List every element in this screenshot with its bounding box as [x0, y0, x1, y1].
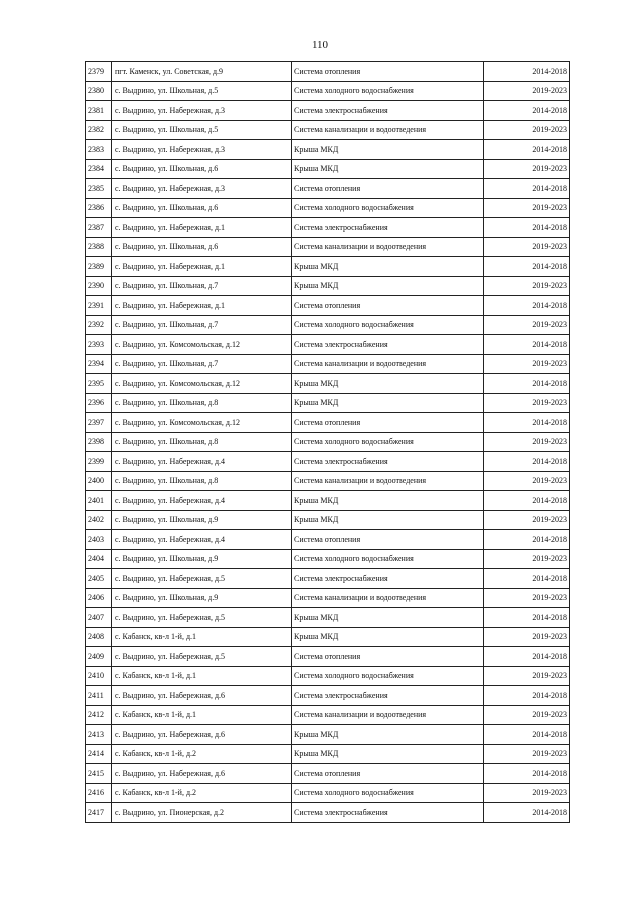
- period-cell: 2014-2018: [484, 686, 570, 706]
- system-cell: Система отопления: [292, 62, 484, 82]
- address-cell: с. Кабанск, кв-л 1-й, д.1: [112, 666, 292, 686]
- row-number-cell: 2400: [86, 471, 112, 491]
- row-number-cell: 2384: [86, 159, 112, 179]
- table-row: [86, 432, 570, 452]
- system-cell: Крыша МКД: [292, 393, 484, 413]
- table-row: [86, 530, 570, 550]
- table-row: [86, 218, 570, 238]
- address-cell: с. Выдрино, ул. Школьная, д.8: [112, 471, 292, 491]
- address-cell: с. Выдрино, ул. Набережная, д.1: [112, 296, 292, 316]
- system-cell: Крыша МКД: [292, 257, 484, 277]
- table-row: [86, 705, 570, 725]
- row-number-cell: 2409: [86, 647, 112, 667]
- table-row: [86, 510, 570, 530]
- system-cell: Система электроснабжения: [292, 569, 484, 589]
- period-cell: 2019-2023: [484, 393, 570, 413]
- row-number-cell: 2410: [86, 666, 112, 686]
- table-row: [86, 647, 570, 667]
- table-row: [86, 335, 570, 355]
- period-cell: 2019-2023: [484, 588, 570, 608]
- period-cell: 2014-2018: [484, 764, 570, 784]
- table-row: [86, 276, 570, 296]
- period-cell: 2014-2018: [484, 530, 570, 550]
- address-cell: с. Выдрино, ул. Набережная, д.3: [112, 101, 292, 121]
- table-row: [86, 140, 570, 160]
- address-cell: с. Выдрино, ул. Набережная, д.4: [112, 452, 292, 472]
- table-row: [86, 374, 570, 394]
- row-number-cell: 2390: [86, 276, 112, 296]
- row-number-cell: 2381: [86, 101, 112, 121]
- period-cell: 2019-2023: [484, 237, 570, 257]
- row-number-cell: 2391: [86, 296, 112, 316]
- row-number-cell: 2416: [86, 783, 112, 803]
- row-number-cell: 2385: [86, 179, 112, 199]
- address-cell: с. Кабанск, кв-л 1-й, д.1: [112, 627, 292, 647]
- period-cell: 2014-2018: [484, 413, 570, 433]
- system-cell: Крыша МКД: [292, 627, 484, 647]
- address-cell: с. Выдрино, ул. Школьная, д.9: [112, 588, 292, 608]
- address-cell: с. Выдрино, ул. Комсомольская, д.12: [112, 374, 292, 394]
- period-cell: 2019-2023: [484, 705, 570, 725]
- period-cell: 2014-2018: [484, 608, 570, 628]
- table-row: [86, 452, 570, 472]
- table-row: [86, 296, 570, 316]
- address-cell: с. Кабанск, кв-л 1-й, д.1: [112, 705, 292, 725]
- table-row: [86, 686, 570, 706]
- system-cell: Система электроснабжения: [292, 803, 484, 823]
- address-cell: с. Выдрино, ул. Набережная, д.5: [112, 569, 292, 589]
- row-number-cell: 2407: [86, 608, 112, 628]
- row-number-cell: 2408: [86, 627, 112, 647]
- row-number-cell: 2402: [86, 510, 112, 530]
- row-number-cell: 2380: [86, 81, 112, 101]
- period-cell: 2019-2023: [484, 354, 570, 374]
- table-row: [86, 803, 570, 823]
- row-number-cell: 2394: [86, 354, 112, 374]
- address-cell: с. Выдрино, ул. Комсомольская, д.12: [112, 335, 292, 355]
- system-cell: Система отопления: [292, 179, 484, 199]
- row-number-cell: 2396: [86, 393, 112, 413]
- address-cell: с. Выдрино, ул. Набережная, д.3: [112, 140, 292, 160]
- system-cell: Система канализации и водоотведения: [292, 120, 484, 140]
- address-cell: с. Выдрино, ул. Набережная, д.1: [112, 257, 292, 277]
- period-cell: 2014-2018: [484, 374, 570, 394]
- period-cell: 2014-2018: [484, 569, 570, 589]
- system-cell: Система холодного водоснабжения: [292, 198, 484, 218]
- period-cell: 2019-2023: [484, 159, 570, 179]
- period-cell: 2019-2023: [484, 315, 570, 335]
- table-row: [86, 120, 570, 140]
- register-table-container: [85, 61, 569, 823]
- system-cell: Система канализации и водоотведения: [292, 705, 484, 725]
- address-cell: с. Выдрино, ул. Комсомольская, д.12: [112, 413, 292, 433]
- address-cell: с. Выдрино, ул. Школьная, д.7: [112, 276, 292, 296]
- period-cell: 2014-2018: [484, 257, 570, 277]
- system-cell: Крыша МКД: [292, 491, 484, 511]
- system-cell: Крыша МКД: [292, 374, 484, 394]
- table-row: [86, 666, 570, 686]
- table-row: [86, 257, 570, 277]
- row-number-cell: 2395: [86, 374, 112, 394]
- address-cell: с. Выдрино, ул. Набережная, д.4: [112, 491, 292, 511]
- system-cell: Крыша МКД: [292, 608, 484, 628]
- address-cell: с. Выдрино, ул. Набережная, д.5: [112, 608, 292, 628]
- address-cell: с. Выдрино, ул. Школьная, д.8: [112, 432, 292, 452]
- row-number-cell: 2399: [86, 452, 112, 472]
- system-cell: Крыша МКД: [292, 725, 484, 745]
- system-cell: Система холодного водоснабжения: [292, 432, 484, 452]
- row-number-cell: 2403: [86, 530, 112, 550]
- period-cell: 2019-2023: [484, 744, 570, 764]
- table-row: [86, 744, 570, 764]
- period-cell: 2019-2023: [484, 276, 570, 296]
- table-row: [86, 491, 570, 511]
- table-row: [86, 159, 570, 179]
- table-row: [86, 237, 570, 257]
- system-cell: Система канализации и водоотведения: [292, 588, 484, 608]
- table-row: [86, 393, 570, 413]
- address-cell: пгт. Каменск, ул. Советская, д.9: [112, 62, 292, 82]
- address-cell: с. Выдрино, ул. Школьная, д.5: [112, 120, 292, 140]
- row-number-cell: 2383: [86, 140, 112, 160]
- page-number: 110: [311, 39, 329, 51]
- table-row: [86, 549, 570, 569]
- system-cell: Система холодного водоснабжения: [292, 315, 484, 335]
- period-cell: 2014-2018: [484, 452, 570, 472]
- system-cell: Система канализации и водоотведения: [292, 471, 484, 491]
- address-cell: с. Выдрино, ул. Школьная, д.7: [112, 354, 292, 374]
- address-cell: с. Выдрино, ул. Школьная, д.8: [112, 393, 292, 413]
- row-number-cell: 2379: [86, 62, 112, 82]
- address-cell: с. Выдрино, ул. Школьная, д.5: [112, 81, 292, 101]
- table-row: [86, 471, 570, 491]
- period-cell: 2019-2023: [484, 783, 570, 803]
- period-cell: 2019-2023: [484, 471, 570, 491]
- period-cell: 2014-2018: [484, 803, 570, 823]
- row-number-cell: 2412: [86, 705, 112, 725]
- period-cell: 2019-2023: [484, 198, 570, 218]
- table-row: [86, 588, 570, 608]
- address-cell: с. Выдрино, ул. Школьная, д.9: [112, 510, 292, 530]
- table-row: [86, 62, 570, 82]
- row-number-cell: 2417: [86, 803, 112, 823]
- system-cell: Система холодного водоснабжения: [292, 81, 484, 101]
- address-cell: с. Выдрино, ул. Набережная, д.3: [112, 179, 292, 199]
- row-number-cell: 2397: [86, 413, 112, 433]
- address-cell: с. Выдрино, ул. Набережная, д.4: [112, 530, 292, 550]
- table-row: [86, 608, 570, 628]
- address-cell: с. Выдрино, ул. Набережная, д.1: [112, 218, 292, 238]
- system-cell: Система отопления: [292, 647, 484, 667]
- row-number-cell: 2392: [86, 315, 112, 335]
- system-cell: Крыша МКД: [292, 744, 484, 764]
- period-cell: 2014-2018: [484, 179, 570, 199]
- row-number-cell: 2405: [86, 569, 112, 589]
- table-row: [86, 315, 570, 335]
- system-cell: Система холодного водоснабжения: [292, 549, 484, 569]
- row-number-cell: 2404: [86, 549, 112, 569]
- table-row: [86, 413, 570, 433]
- table-row: [86, 627, 570, 647]
- period-cell: 2014-2018: [484, 296, 570, 316]
- system-cell: Система холодного водоснабжения: [292, 666, 484, 686]
- system-cell: Система электроснабжения: [292, 218, 484, 238]
- period-cell: 2014-2018: [484, 62, 570, 82]
- system-cell: Система отопления: [292, 413, 484, 433]
- system-cell: Крыша МКД: [292, 276, 484, 296]
- address-cell: с. Выдрино, ул. Школьная, д.6: [112, 159, 292, 179]
- system-cell: Крыша МКД: [292, 159, 484, 179]
- address-cell: с. Выдрино, ул. Набережная, д.6: [112, 725, 292, 745]
- system-cell: Система отопления: [292, 764, 484, 784]
- address-cell: с. Выдрино, ул. Школьная, д.6: [112, 237, 292, 257]
- system-cell: Система электроснабжения: [292, 686, 484, 706]
- table-row: [86, 354, 570, 374]
- period-cell: 2019-2023: [484, 510, 570, 530]
- period-cell: 2014-2018: [484, 140, 570, 160]
- period-cell: 2014-2018: [484, 491, 570, 511]
- row-number-cell: 2411: [86, 686, 112, 706]
- address-cell: с. Выдрино, ул. Набережная, д.6: [112, 764, 292, 784]
- table-row: [86, 81, 570, 101]
- row-number-cell: 2413: [86, 725, 112, 745]
- period-cell: 2014-2018: [484, 218, 570, 238]
- table-row: [86, 783, 570, 803]
- address-cell: с. Выдрино, ул. Школьная, д.9: [112, 549, 292, 569]
- period-cell: 2014-2018: [484, 647, 570, 667]
- row-number-cell: 2393: [86, 335, 112, 355]
- address-cell: с. Выдрино, ул. Набережная, д.5: [112, 647, 292, 667]
- system-cell: Крыша МКД: [292, 510, 484, 530]
- system-cell: Система электроснабжения: [292, 335, 484, 355]
- register-table: [85, 61, 570, 823]
- table-row: [86, 725, 570, 745]
- table-row: [86, 764, 570, 784]
- system-cell: Система электроснабжения: [292, 101, 484, 121]
- system-cell: Система канализации и водоотведения: [292, 237, 484, 257]
- row-number-cell: 2398: [86, 432, 112, 452]
- address-cell: с. Выдрино, ул. Набережная, д.6: [112, 686, 292, 706]
- period-cell: 2019-2023: [484, 549, 570, 569]
- row-number-cell: 2414: [86, 744, 112, 764]
- period-cell: 2019-2023: [484, 432, 570, 452]
- row-number-cell: 2388: [86, 237, 112, 257]
- address-cell: с. Выдрино, ул. Школьная, д.7: [112, 315, 292, 335]
- address-cell: с. Кабанск, кв-л 1-й, д.2: [112, 744, 292, 764]
- period-cell: 2014-2018: [484, 101, 570, 121]
- table-row: [86, 101, 570, 121]
- table-row: [86, 198, 570, 218]
- row-number-cell: 2401: [86, 491, 112, 511]
- system-cell: Крыша МКД: [292, 140, 484, 160]
- address-cell: с. Кабанск, кв-л 1-й, д.2: [112, 783, 292, 803]
- address-cell: с. Выдрино, ул. Школьная, д.6: [112, 198, 292, 218]
- system-cell: Система электроснабжения: [292, 452, 484, 472]
- period-cell: 2019-2023: [484, 627, 570, 647]
- system-cell: Система канализации и водоотведения: [292, 354, 484, 374]
- period-cell: 2014-2018: [484, 335, 570, 355]
- system-cell: Система отопления: [292, 296, 484, 316]
- period-cell: 2014-2018: [484, 725, 570, 745]
- row-number-cell: 2406: [86, 588, 112, 608]
- row-number-cell: 2382: [86, 120, 112, 140]
- period-cell: 2019-2023: [484, 666, 570, 686]
- period-cell: 2019-2023: [484, 81, 570, 101]
- system-cell: Система холодного водоснабжения: [292, 783, 484, 803]
- row-number-cell: 2387: [86, 218, 112, 238]
- address-cell: с. Выдрино, ул. Пионерская, д.2: [112, 803, 292, 823]
- table-row: [86, 569, 570, 589]
- row-number-cell: 2389: [86, 257, 112, 277]
- table-row: [86, 179, 570, 199]
- row-number-cell: 2415: [86, 764, 112, 784]
- row-number-cell: 2386: [86, 198, 112, 218]
- table-body: [86, 62, 570, 823]
- system-cell: Система отопления: [292, 530, 484, 550]
- period-cell: 2019-2023: [484, 120, 570, 140]
